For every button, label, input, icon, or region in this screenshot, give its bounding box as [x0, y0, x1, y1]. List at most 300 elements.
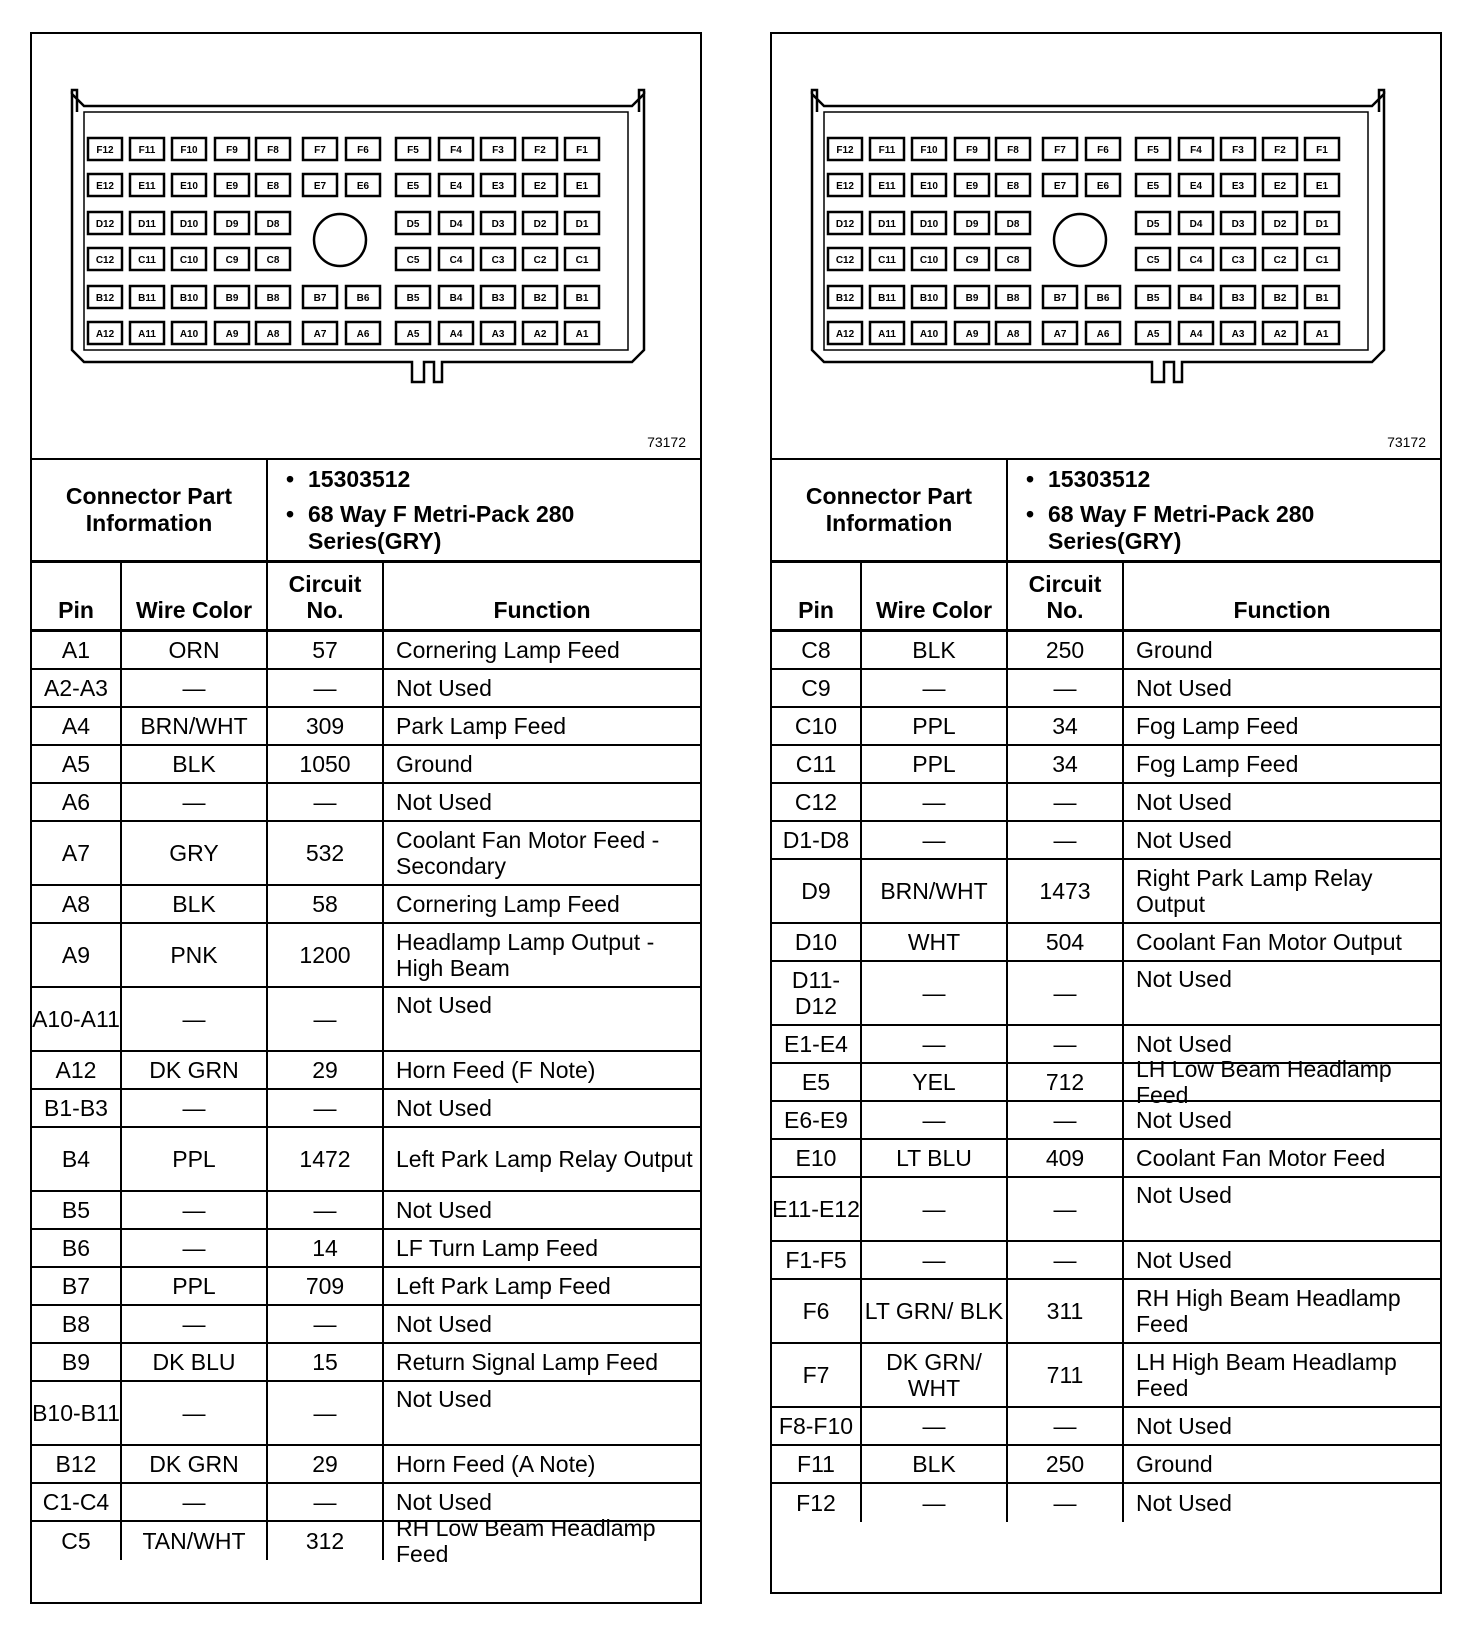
pin-e10 [912, 174, 946, 196]
pin-a11 [870, 322, 904, 344]
pin-b1 [565, 286, 599, 308]
table-row [32, 1446, 700, 1484]
svg-text:E5: E5 [406, 181, 420, 192]
circuit-cell: 14 [268, 1230, 384, 1266]
table-row [32, 1090, 700, 1128]
pin-b12 [828, 286, 862, 308]
pin-cell: D1-D8 [772, 822, 862, 858]
pin-f10 [912, 138, 946, 160]
table-row [772, 1484, 1440, 1522]
function-cell: LF Turn Lamp Feed [396, 1235, 598, 1261]
pin-f12 [88, 138, 122, 160]
svg-text:A3: A3 [491, 329, 505, 340]
pin-e2 [1263, 174, 1297, 196]
svg-text:D3: D3 [491, 219, 505, 230]
wire-color-cell: — [122, 1382, 268, 1444]
pin-cell: B9 [32, 1344, 122, 1380]
table-row [772, 822, 1440, 860]
pin-c8 [256, 248, 290, 270]
function-cell: Left Park Lamp Relay Output [396, 1146, 693, 1172]
connector-panel-left [30, 32, 702, 1604]
svg-text:F8: F8 [267, 145, 279, 156]
svg-text:F11: F11 [878, 145, 896, 156]
pin-e8 [256, 174, 290, 196]
pin-cell: A12 [32, 1052, 122, 1088]
function-cell: RH Low Beam Headlamp Feed [396, 1515, 656, 1567]
pin-a7 [1043, 322, 1077, 344]
pin-d10 [172, 212, 206, 234]
pin-f4 [1179, 138, 1213, 160]
pin-cell: C12 [772, 784, 862, 820]
function-cell: Coolant Fan Motor Output [1136, 929, 1402, 955]
pin-f11 [130, 138, 164, 160]
wire-color-cell: — [122, 1306, 268, 1342]
pin-b5 [396, 286, 430, 308]
svg-text:E2: E2 [1273, 181, 1287, 192]
pin-cell: C8 [772, 632, 862, 668]
table-row [32, 924, 700, 988]
pin-a10 [912, 322, 946, 344]
svg-text:C9: C9 [225, 255, 239, 266]
pin-f4 [439, 138, 473, 160]
svg-text:D1: D1 [1315, 219, 1329, 230]
pin-d4 [1179, 212, 1213, 234]
pin-a8 [256, 322, 290, 344]
pin-c3 [481, 248, 515, 270]
pin-d3 [481, 212, 515, 234]
pin-d2 [523, 212, 557, 234]
pin-b12 [88, 286, 122, 308]
table-header [772, 563, 1440, 632]
svg-text:B3: B3 [1231, 293, 1245, 304]
svg-text:D2: D2 [533, 219, 547, 230]
svg-text:E7: E7 [1053, 181, 1067, 192]
svg-text:E3: E3 [491, 181, 505, 192]
pin-cell: B7 [32, 1268, 122, 1304]
pin-cell: D10 [772, 924, 862, 960]
svg-text:F2: F2 [534, 145, 546, 156]
pin-a9 [215, 322, 249, 344]
table-header [32, 563, 700, 632]
pin-d5 [1136, 212, 1170, 234]
wire-color-cell: — [122, 670, 268, 706]
pin-a9 [955, 322, 989, 344]
svg-text:A10: A10 [919, 329, 939, 340]
svg-text:F10: F10 [920, 145, 938, 156]
svg-text:E1: E1 [575, 181, 589, 192]
function-cell: Headlamp Lamp Output - High Beam [396, 929, 655, 981]
wire-color-cell: PPL [862, 708, 1008, 744]
svg-text:A12: A12 [835, 329, 855, 340]
svg-text:A7: A7 [313, 329, 327, 340]
table-row [32, 670, 700, 708]
pin-cell: A9 [32, 924, 122, 986]
function-cell: Fog Lamp Feed [1136, 713, 1299, 739]
circuit-cell: — [1008, 1178, 1124, 1240]
header-pin: Pin [32, 563, 122, 629]
pin-a1 [565, 322, 599, 344]
pin-b5 [1136, 286, 1170, 308]
connector-diagram [772, 34, 1440, 460]
table-row [32, 1344, 700, 1382]
pin-cell: B6 [32, 1230, 122, 1266]
circuit-cell: 409 [1008, 1140, 1124, 1176]
table-row [32, 708, 700, 746]
svg-text:C5: C5 [1146, 255, 1160, 266]
pin-f2 [523, 138, 557, 160]
pin-cell: E1-E4 [772, 1026, 862, 1062]
pin-cell: B8 [32, 1306, 122, 1342]
circuit-cell: — [1008, 1102, 1124, 1138]
svg-text:F7: F7 [1054, 145, 1066, 156]
svg-text:A1: A1 [1315, 329, 1329, 340]
wire-color-cell: — [122, 988, 268, 1050]
svg-text:B9: B9 [965, 293, 979, 304]
pin-cell: F6 [772, 1280, 862, 1342]
circuit-cell: 309 [268, 708, 384, 744]
svg-text:F3: F3 [492, 145, 504, 156]
svg-text:B1: B1 [1315, 293, 1329, 304]
function-cell: Not Used [1136, 1490, 1232, 1516]
pin-cell: F8-F10 [772, 1408, 862, 1444]
table-row [32, 822, 700, 886]
pin-b9 [215, 286, 249, 308]
pin-cell: E11-E12 [772, 1178, 862, 1240]
pin-cell: E6-E9 [772, 1102, 862, 1138]
wire-color-cell: BRN/WHT [862, 860, 1008, 922]
circuit-cell: 1200 [268, 924, 384, 986]
circuit-cell: 311 [1008, 1280, 1124, 1342]
pin-b7 [1043, 286, 1077, 308]
pin-a2 [523, 322, 557, 344]
wire-color-cell: WHT [862, 924, 1008, 960]
svg-text:B2: B2 [533, 293, 547, 304]
pin-b2 [523, 286, 557, 308]
svg-text:A6: A6 [1096, 329, 1110, 340]
pin-d12 [828, 212, 862, 234]
svg-text:A2: A2 [1273, 329, 1287, 340]
svg-text:C4: C4 [449, 255, 463, 266]
pin-cell: B12 [32, 1446, 122, 1482]
wire-color-cell: BLK [122, 746, 268, 782]
pin-c4 [439, 248, 473, 270]
pin-d9 [215, 212, 249, 234]
svg-text:F12: F12 [836, 145, 854, 156]
pin-f12 [828, 138, 862, 160]
circuit-cell: 1050 [268, 746, 384, 782]
table-row [772, 1408, 1440, 1446]
svg-text:F10: F10 [180, 145, 198, 156]
svg-text:A1: A1 [575, 329, 589, 340]
pin-cell: A10-A11 [32, 988, 122, 1050]
table-row [32, 886, 700, 924]
svg-text:B12: B12 [835, 293, 855, 304]
svg-text:B6: B6 [356, 293, 370, 304]
svg-text:B8: B8 [266, 293, 280, 304]
pin-cell: C5 [32, 1522, 122, 1560]
wire-color-cell: BLK [122, 886, 268, 922]
pin-b8 [996, 286, 1030, 308]
pin-a5 [1136, 322, 1170, 344]
pin-c11 [870, 248, 904, 270]
svg-text:F7: F7 [314, 145, 326, 156]
table-row [32, 1128, 700, 1192]
pin-b10 [172, 286, 206, 308]
circuit-cell: 532 [268, 822, 384, 884]
pin-cell: F11 [772, 1446, 862, 1482]
svg-text:F6: F6 [1097, 145, 1109, 156]
svg-text:C3: C3 [1231, 255, 1245, 266]
circuit-cell: 711 [1008, 1344, 1124, 1406]
svg-text:D5: D5 [406, 219, 420, 230]
circuit-cell: — [268, 1484, 384, 1520]
pin-c4 [1179, 248, 1213, 270]
svg-text:D8: D8 [266, 219, 280, 230]
function-cell: Not Used [1136, 1107, 1232, 1133]
pin-c5 [396, 248, 430, 270]
connector-face-drawing [32, 34, 700, 458]
table-row [772, 784, 1440, 822]
svg-text:C9: C9 [965, 255, 979, 266]
svg-text:C12: C12 [95, 255, 115, 266]
circuit-cell: — [268, 784, 384, 820]
svg-text:F4: F4 [1190, 145, 1202, 156]
wire-color-cell: — [862, 1408, 1008, 1444]
svg-text:C10: C10 [919, 255, 939, 266]
pin-cell: F12 [772, 1484, 862, 1522]
pin-e11 [870, 174, 904, 196]
pin-cell: B4 [32, 1128, 122, 1190]
table-row [32, 1230, 700, 1268]
pin-cell: A6 [32, 784, 122, 820]
svg-text:B1: B1 [575, 293, 589, 304]
table-row [32, 746, 700, 784]
table-row [32, 1515, 700, 1567]
pin-f8 [256, 138, 290, 160]
table-row [772, 1344, 1440, 1408]
pin-b10 [912, 286, 946, 308]
svg-text:A4: A4 [449, 329, 463, 340]
pin-d12 [88, 212, 122, 234]
svg-text:B4: B4 [449, 293, 463, 304]
svg-text:F1: F1 [576, 145, 588, 156]
function-cell: Not Used [396, 992, 492, 1018]
pin-e9 [955, 174, 989, 196]
svg-text:E10: E10 [920, 181, 938, 192]
svg-text:F4: F4 [450, 145, 462, 156]
wire-color-cell: BLK [862, 1446, 1008, 1482]
svg-text:D9: D9 [225, 219, 239, 230]
pin-f10 [172, 138, 206, 160]
table-row [32, 632, 700, 670]
wire-color-cell: — [862, 1026, 1008, 1062]
svg-text:C5: C5 [406, 255, 420, 266]
circuit-cell: 29 [268, 1446, 384, 1482]
svg-text:C2: C2 [1273, 255, 1287, 266]
pin-table-left [32, 632, 700, 1567]
svg-text:D4: D4 [449, 219, 463, 230]
svg-text:F8: F8 [1007, 145, 1019, 156]
circuit-cell: 29 [268, 1052, 384, 1088]
pin-c3 [1221, 248, 1255, 270]
function-cell: Horn Feed (F Note) [396, 1057, 596, 1083]
pin-b6 [346, 286, 380, 308]
header-function: Function [1233, 597, 1331, 623]
function-cell: Ground [1136, 637, 1213, 663]
header-circuit-no: Circuit No. [1008, 563, 1124, 629]
svg-text:B6: B6 [1096, 293, 1110, 304]
pin-a2 [1263, 322, 1297, 344]
svg-text:F6: F6 [357, 145, 369, 156]
function-cell: Right Park Lamp Relay Output [1136, 865, 1373, 917]
circuit-cell: — [268, 1090, 384, 1126]
svg-text:B2: B2 [1273, 293, 1287, 304]
svg-text:C8: C8 [1006, 255, 1020, 266]
circuit-cell: — [268, 1306, 384, 1342]
wire-color-cell: LT GRN/ BLK [862, 1280, 1008, 1342]
pin-c8 [996, 248, 1030, 270]
pin-f9 [955, 138, 989, 160]
pin-cell: E10 [772, 1140, 862, 1176]
pin-cell: F7 [772, 1344, 862, 1406]
circuit-cell: — [1008, 962, 1124, 1024]
svg-text:F5: F5 [407, 145, 419, 156]
pin-a7 [303, 322, 337, 344]
pin-a6 [346, 322, 380, 344]
pin-f6 [1086, 138, 1120, 160]
wire-color-cell: PPL [862, 746, 1008, 782]
table-row [772, 860, 1440, 924]
pin-e8 [996, 174, 1030, 196]
wire-color-cell: — [122, 1230, 268, 1266]
function-cell: Not Used [396, 789, 492, 815]
circuit-cell: — [1008, 784, 1124, 820]
table-row [772, 1056, 1440, 1108]
wire-color-cell: — [862, 1484, 1008, 1522]
connector-panel-right [770, 32, 1442, 1594]
svg-text:E8: E8 [1006, 181, 1020, 192]
svg-text:D3: D3 [1231, 219, 1245, 230]
pin-d8 [256, 212, 290, 234]
circuit-cell: 15 [268, 1344, 384, 1380]
pin-b11 [130, 286, 164, 308]
function-cell: Not Used [1136, 1031, 1232, 1057]
wire-color-cell: DK BLU [122, 1344, 268, 1380]
pin-b6 [1086, 286, 1120, 308]
svg-text:D1: D1 [575, 219, 589, 230]
wire-color-cell: — [862, 1242, 1008, 1278]
wire-color-cell: PPL [122, 1268, 268, 1304]
pin-c10 [172, 248, 206, 270]
wire-color-cell: PNK [122, 924, 268, 986]
pin-d8 [996, 212, 1030, 234]
table-row [772, 670, 1440, 708]
pin-a11 [130, 322, 164, 344]
part-number: • 15303512 [1048, 466, 1440, 493]
pin-d11 [870, 212, 904, 234]
wire-color-cell: DK GRN/ WHT [862, 1344, 1008, 1406]
pin-a12 [828, 322, 862, 344]
pin-b4 [1179, 286, 1213, 308]
pin-e5 [396, 174, 430, 196]
function-cell: Cornering Lamp Feed [396, 637, 620, 663]
function-cell: Coolant Fan Motor Feed [1136, 1145, 1386, 1171]
svg-text:D10: D10 [179, 219, 199, 230]
pin-b1 [1305, 286, 1339, 308]
svg-text:C1: C1 [1315, 255, 1329, 266]
pin-c5 [1136, 248, 1170, 270]
svg-text:B7: B7 [1053, 293, 1067, 304]
header-wire-color: Wire Color [122, 563, 268, 629]
pin-cell: A7 [32, 822, 122, 884]
svg-text:C1: C1 [575, 255, 589, 266]
part-description: • 68 Way F Metri-Pack 280 Series(GRY) [308, 501, 700, 555]
svg-text:E4: E4 [1189, 181, 1203, 192]
pin-d5 [396, 212, 430, 234]
function-cell: Fog Lamp Feed [1136, 751, 1299, 777]
svg-text:E10: E10 [180, 181, 198, 192]
circuit-cell: 250 [1008, 1446, 1124, 1482]
pin-e9 [215, 174, 249, 196]
pin-d3 [1221, 212, 1255, 234]
svg-text:E12: E12 [836, 181, 854, 192]
pin-c2 [523, 248, 557, 270]
pin-e12 [88, 174, 122, 196]
circuit-cell: 712 [1008, 1064, 1124, 1100]
pin-b7 [303, 286, 337, 308]
table-row [32, 1268, 700, 1306]
svg-text:D8: D8 [1006, 219, 1020, 230]
pin-e4 [1179, 174, 1213, 196]
wire-color-cell: ORN [122, 632, 268, 668]
svg-text:D10: D10 [919, 219, 939, 230]
pin-f3 [1221, 138, 1255, 160]
pin-cell: A8 [32, 886, 122, 922]
pin-b4 [439, 286, 473, 308]
function-cell: Not Used [1136, 789, 1232, 815]
function-cell: Park Lamp Feed [396, 713, 567, 739]
pin-cell: C1-C4 [32, 1484, 122, 1520]
part-info-label: Connector Part Information [772, 460, 1008, 560]
function-cell: Not Used [396, 1386, 492, 1412]
pin-f1 [565, 138, 599, 160]
svg-text:F12: F12 [96, 145, 114, 156]
part-number: • 15303512 [308, 466, 700, 493]
svg-text:B4: B4 [1189, 293, 1203, 304]
pin-f11 [870, 138, 904, 160]
svg-text:E6: E6 [356, 181, 370, 192]
svg-text:E9: E9 [225, 181, 239, 192]
function-cell: Not Used [396, 1095, 492, 1121]
wire-color-cell: — [862, 1102, 1008, 1138]
pin-c2 [1263, 248, 1297, 270]
svg-text:B12: B12 [95, 293, 115, 304]
svg-text:E1: E1 [1315, 181, 1329, 192]
pin-a4 [1179, 322, 1213, 344]
pin-cell: A2-A3 [32, 670, 122, 706]
table-row [772, 746, 1440, 784]
function-cell: Left Park Lamp Feed [396, 1273, 611, 1299]
pin-e3 [1221, 174, 1255, 196]
svg-text:D2: D2 [1273, 219, 1287, 230]
pin-cell: C11 [772, 746, 862, 782]
figure-code: 73172 [1387, 434, 1426, 450]
svg-text:A7: A7 [1053, 329, 1067, 340]
svg-text:A9: A9 [225, 329, 239, 340]
table-row [772, 1242, 1440, 1280]
pin-b3 [1221, 286, 1255, 308]
pin-e5 [1136, 174, 1170, 196]
